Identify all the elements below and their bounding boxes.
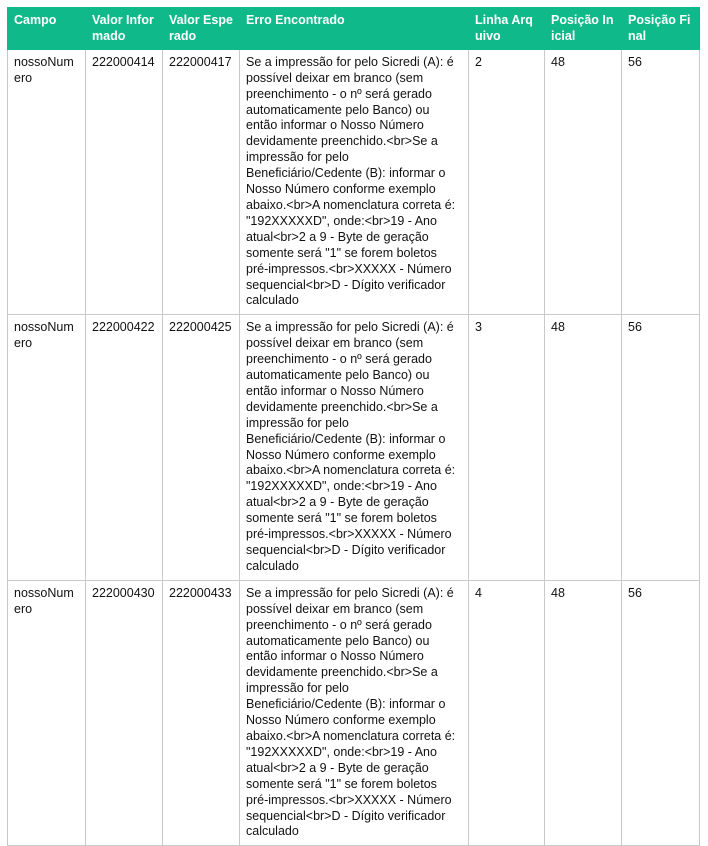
error-table [7,7,700,846]
cell-campo: nossoNumero [8,315,86,581]
cell-erro-encontrado: Se a impressão for pelo Sicredi (A): é possível deixar em branco (sem preenchimento - o nº será gerado automaticamente pelo Banco) ou então informar o Nosso Número devidamente preenchido.<br>Se a impressão for pelo Beneficiário/Cedente (B): informar o Nosso Número conforme exemplo abaixo.<br>A nomenclatura correta é: "192XXXXXD", onde:<br>19 - Ano atual<br>2 a 9 - Byte de geração somente será "1" se forem boletos pré-impressos.<br>XXXXX - Número sequencial<br>D - Dígito verificador calculado [240,49,469,315]
cell-campo: nossoNumero [8,580,86,846]
table-row [8,49,700,315]
cell-linha-arquivo: 2 [469,49,545,315]
cell-posicao-inicial: 48 [545,315,622,581]
cell-posicao-inicial: 48 [545,580,622,846]
cell-valor-informado: 222000422 [86,315,163,581]
cell-posicao-final: 56 [622,49,700,315]
cell-posicao-final: 56 [622,315,700,581]
cell-valor-esperado: 222000433 [163,580,240,846]
cell-valor-informado: 222000430 [86,580,163,846]
header-posicao-inicial: Posição Inicial [545,8,622,50]
cell-posicao-final: 56 [622,580,700,846]
cell-valor-informado: 222000414 [86,49,163,315]
table-row [8,315,700,581]
cell-campo: nossoNumero [8,49,86,315]
cell-posicao-inicial: 48 [545,49,622,315]
header-linha-arquivo: Linha Arquivo [469,8,545,50]
table-row [8,580,700,846]
cell-valor-esperado: 222000417 [163,49,240,315]
cell-valor-esperado: 222000425 [163,315,240,581]
cell-linha-arquivo: 3 [469,315,545,581]
cell-erro-encontrado: Se a impressão for pelo Sicredi (A): é possível deixar em branco (sem preenchimento - o nº será gerado automaticamente pelo Banco) ou então informar o Nosso Número devidamente preenchido.<br>Se a impressão for pelo Beneficiário/Cedente (B): informar o Nosso Número conforme exemplo abaixo.<br>A nomenclatura correta é: "192XXXXXD", onde:<br>19 - Ano atual<br>2 a 9 - Byte de geração somente será "1" se forem boletos pré-impressos.<br>XXXXX - Número sequencial<br>D - Dígito verificador calculado [240,580,469,846]
header-valor-informado: Valor Informado [86,8,163,50]
header-erro-encontrado: Erro Encontrado [240,8,469,50]
header-valor-esperado: Valor Esperado [163,8,240,50]
header-row [8,8,700,50]
header-campo: Campo [8,8,86,50]
cell-linha-arquivo: 4 [469,580,545,846]
cell-erro-encontrado: Se a impressão for pelo Sicredi (A): é possível deixar em branco (sem preenchimento - o nº será gerado automaticamente pelo Banco) ou então informar o Nosso Número devidamente preenchido.<br>Se a impressão for pelo Beneficiário/Cedente (B): informar o Nosso Número conforme exemplo abaixo.<br>A nomenclatura correta é: "192XXXXXD", onde:<br>19 - Ano atual<br>2 a 9 - Byte de geração somente será "1" se forem boletos pré-impressos.<br>XXXXX - Número sequencial<br>D - Dígito verificador calculado [240,315,469,581]
header-posicao-final: Posição Final [622,8,700,50]
